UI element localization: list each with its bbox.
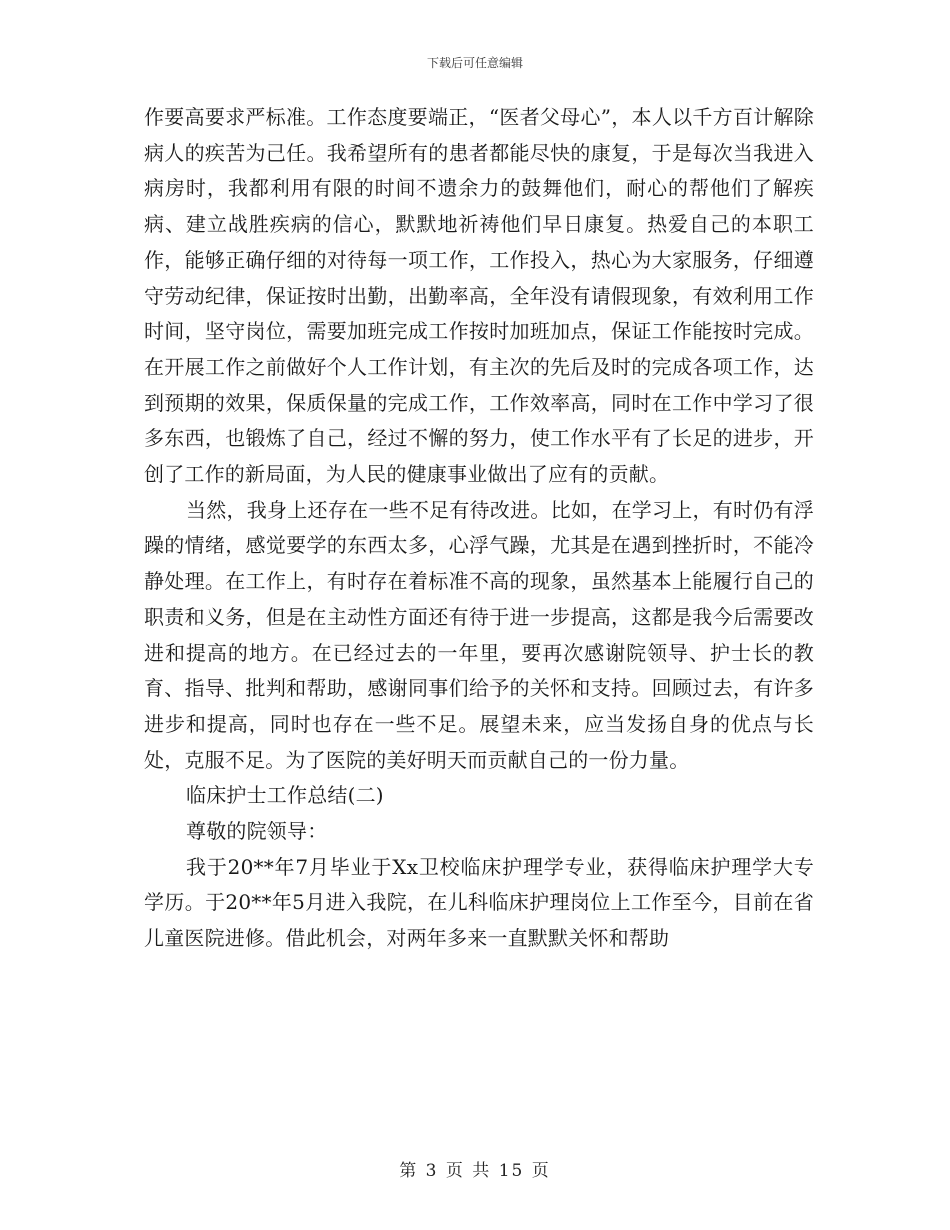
paragraph-introduction: 我于20**年7月毕业于Xx卫校临床护理学专业，获得临床护理学大专学历。于20**年5月进入我院，在儿科临床护理岗位上工作至今，目前在省儿童医院进修。借此机会，对两年多来一直默默关怀和帮助 [144,854,814,951]
document-body [144,100,814,957]
page-header: 下载后可任意编辑 [426,56,523,70]
section-title: 临床护士工作总结(二) [186,783,384,808]
paragraph-shortcomings: 当然，我身上还存在一些不足有待改进。比如，在学习上，有时仍有浮躁的情绪，感觉要学的东西太多，心浮气躁，尤其是在遇到挫折时，不能冷静处理。在工作上，有时存在着标准不高的现象，虽然基本上能履行自己的职责和义务，但是在主动性方面还有待于进一步提高，这都是我今后需要改进和提高的地方。在已经过去的一年里，要再次感谢院领导、护士长的教育、指导、批判和帮助，感谢同事们给予的关怀和支持。回顾过去，有许多进步和提高，同时也存在一些不足。展望未来，应当发扬自身的优点与长处，克服不足。为了医院的美好明天而贡献自己的一份力量。 [144,497,814,772]
salutation: 尊敬的院领导： [186,819,328,844]
paragraph-continuation: 作要高要求严标准。工作态度要端正，“医者父母心”，本人以千方百计解除病人的疾苦为己任。我希望所有的患者都能尽快的康复，于是每次当我进入病房时，我都利用有限的时间不遗余力的鼓舞他们，耐心的帮他们了解疾病、建立战胜疾病的信心，默默地祈祷他们早日康复。热爱自己的本职工作，能够正确仔细的对待每一项工作，工作投入，热心为大家服务，仔细遵守劳动纪律，保证按时出勤，出勤率高，全年没有请假现象，有效利用工作时间，坚守岗位，需要加班完成工作按时加班加点，保证工作能按时完成。 在开展工作之前做好个人工作计划，有主次的先后及时的完成各项工作，达到预期的效果，保质保量的完成工作，工作效率高，同时在工作中学习了很多东西，也锻炼了自己，经过不懈的努力，使工作水平有了长足的进步，开创了工作的新局面，为人民的健康事业做出了应有的贡献。 [144,105,814,487]
page-number: 第 3 页 共 15 页 [399,1161,551,1181]
